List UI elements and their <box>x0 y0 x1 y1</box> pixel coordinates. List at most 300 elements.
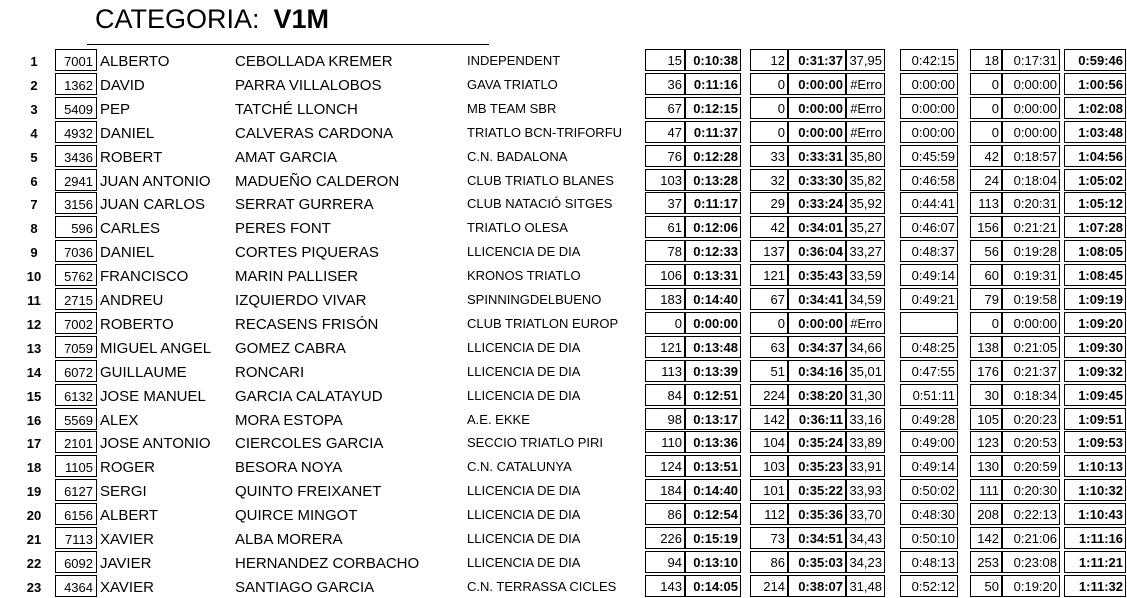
result-tt: 0:00:00 <box>900 121 958 143</box>
result-tn: 0:10:38 <box>685 49 741 71</box>
first-name: CARLES <box>100 220 161 237</box>
result-vb: 34,43 <box>846 527 885 549</box>
bib-number: 7002 <box>64 317 93 332</box>
result-tt: 0:46:07 <box>900 216 958 238</box>
result-vb: 37,95 <box>846 49 885 71</box>
title-underline <box>87 44 489 45</box>
result-tc: 0:20:30 <box>1002 479 1060 501</box>
result-tc: 0:23:08 <box>1002 551 1060 573</box>
club-name: SPINNINGDELBUENO <box>467 292 602 307</box>
result-pc: 113 <box>970 192 1002 214</box>
result-tn: 0:12:06 <box>685 216 741 238</box>
position-number: 23 <box>26 580 42 595</box>
bib-number: 3436 <box>64 150 93 165</box>
position-number: 22 <box>26 556 42 571</box>
result-pc: 138 <box>970 336 1002 358</box>
position-number: 11 <box>27 293 41 308</box>
result-total: 1:09:51 <box>1064 408 1126 430</box>
result-pn: 36 <box>645 73 685 95</box>
table-row <box>0 120 1127 144</box>
bib-number: 7113 <box>65 532 93 547</box>
position-number: 2 <box>30 78 38 93</box>
bib-number: 5569 <box>64 413 93 428</box>
result-tb: 0:35:23 <box>788 455 846 477</box>
first-name: SERGI <box>100 483 147 500</box>
result-pn: 113 <box>645 360 685 382</box>
result-vb: 33,27 <box>846 240 885 262</box>
position-number: 15 <box>26 389 42 404</box>
result-tc: 0:18:04 <box>1002 169 1060 191</box>
club-name: LLICENCIA DE DIA <box>467 340 581 355</box>
result-pn: 84 <box>645 384 685 406</box>
result-pc: 42 <box>970 145 1002 167</box>
result-pn: 110 <box>645 431 685 453</box>
result-vb: #Erro <box>846 97 885 119</box>
result-tb: 0:34:16 <box>788 360 846 382</box>
result-tc: 0:20:59 <box>1002 455 1060 477</box>
result-pn: 76 <box>645 145 685 167</box>
result-pn: 94 <box>645 551 685 573</box>
club-name: CLUB NATACIÓ SITGES <box>467 196 613 211</box>
result-total: 1:11:21 <box>1064 551 1126 573</box>
result-total: 1:10:13 <box>1064 455 1126 477</box>
club-name: LLICENCIA DE DIA <box>467 244 581 259</box>
result-pb: 224 <box>750 384 788 406</box>
result-tn: 0:11:16 <box>685 73 741 95</box>
result-tt: 0:52:12 <box>900 575 958 597</box>
bib-number: 5409 <box>64 102 93 117</box>
last-name: TATCHÉ LLONCH <box>235 101 358 118</box>
table-row <box>0 48 1127 72</box>
result-pb: 12 <box>750 49 788 71</box>
result-pb: 67 <box>750 288 788 310</box>
result-tc: 0:18:34 <box>1002 384 1060 406</box>
result-pc: 60 <box>970 264 1002 286</box>
position-number: 1 <box>30 54 38 69</box>
result-total: 0:59:46 <box>1064 49 1126 71</box>
bib-number: 6156 <box>64 508 93 523</box>
last-name: PARRA VILLALOBOS <box>235 77 382 94</box>
last-name: MORA ESTOPA <box>235 412 343 429</box>
category-label: CATEGORIA: <box>95 4 260 34</box>
result-tc: 0:19:20 <box>1002 575 1060 597</box>
result-pn: 67 <box>645 97 685 119</box>
first-name: GUILLAUME <box>100 364 187 381</box>
bib-number: 4932 <box>64 126 93 141</box>
position-number: 14 <box>26 365 42 380</box>
last-name: HERNANDEZ CORBACHO <box>235 555 420 572</box>
result-pc: 56 <box>970 240 1002 262</box>
result-pn: 226 <box>645 527 685 549</box>
result-pc: 111 <box>970 479 1002 501</box>
result-tc: 0:20:53 <box>1002 431 1060 453</box>
bib-number: 1362 <box>64 78 93 93</box>
result-pn: 124 <box>645 455 685 477</box>
bib-number: 2941 <box>64 174 93 189</box>
result-tt: 0:48:25 <box>900 336 958 358</box>
position-number: 3 <box>30 102 38 117</box>
first-name: MIGUEL ANGEL <box>100 340 212 357</box>
result-vb: 33,70 <box>846 503 885 525</box>
table-row <box>0 407 1127 431</box>
result-vb: 33,91 <box>846 455 885 477</box>
first-name: JUAN ANTONIO <box>100 173 211 190</box>
result-vb: 35,01 <box>846 360 885 382</box>
result-tt: 0:42:15 <box>900 49 958 71</box>
result-tt: 0:51:11 <box>900 384 958 406</box>
result-pc: 123 <box>970 431 1002 453</box>
category-code: V1M <box>273 4 330 34</box>
table-row <box>0 191 1127 215</box>
result-tn: 0:12:33 <box>685 240 741 262</box>
last-name: CIERCOLES GARCIA <box>235 435 384 452</box>
table-row <box>0 144 1127 168</box>
result-pb: 0 <box>750 97 788 119</box>
result-total: 1:11:32 <box>1064 575 1126 597</box>
result-tc: 0:21:06 <box>1002 527 1060 549</box>
result-pb: 32 <box>750 169 788 191</box>
club-name: GAVA TRIATLO <box>467 77 558 92</box>
result-pb: 112 <box>750 503 788 525</box>
result-vb: 33,93 <box>846 479 885 501</box>
result-total: 1:09:45 <box>1064 384 1126 406</box>
position-number: 13 <box>26 341 42 356</box>
table-row <box>0 454 1127 478</box>
result-total: 1:08:45 <box>1064 264 1126 286</box>
result-tc: 0:00:00 <box>1002 73 1060 95</box>
result-total: 1:10:43 <box>1064 503 1126 525</box>
club-name: LLICENCIA DE DIA <box>467 483 581 498</box>
result-tn: 0:15:19 <box>685 527 741 549</box>
first-name: JOSE MANUEL <box>100 388 206 405</box>
result-pb: 101 <box>750 479 788 501</box>
result-total: 1:04:56 <box>1064 145 1126 167</box>
result-tn: 0:13:17 <box>685 408 741 430</box>
result-pc: 30 <box>970 384 1002 406</box>
position-number: 18 <box>26 460 42 475</box>
result-pc: 156 <box>970 216 1002 238</box>
first-name: ROBERTO <box>100 316 174 333</box>
result-tb: 0:33:31 <box>788 145 846 167</box>
first-name: JAVIER <box>100 555 152 572</box>
club-name: INDEPENDENT <box>467 53 561 68</box>
club-name: CLUB TRIATLON EUROP <box>467 316 619 331</box>
result-tb: 0:36:11 <box>788 408 846 430</box>
result-tn: 0:12:54 <box>685 503 741 525</box>
result-pb: 73 <box>750 527 788 549</box>
result-tc: 0:21:21 <box>1002 216 1060 238</box>
result-tn: 0:12:28 <box>685 145 741 167</box>
result-tt: 0:49:28 <box>900 408 958 430</box>
result-pc: 105 <box>970 408 1002 430</box>
first-name: ROBERT <box>100 149 163 166</box>
table-row <box>0 239 1127 263</box>
table-row <box>0 96 1127 120</box>
first-name: DANIEL <box>100 244 155 261</box>
result-tn: 0:14:40 <box>685 288 741 310</box>
result-tb: 0:00:00 <box>788 97 846 119</box>
club-name: C.N. BADALONA <box>467 149 568 164</box>
result-pn: 184 <box>645 479 685 501</box>
result-pc: 0 <box>970 121 1002 143</box>
result-vb: #Erro <box>846 121 885 143</box>
bib-number: 2715 <box>64 293 93 308</box>
result-tn: 0:11:17 <box>685 192 741 214</box>
result-vb: 35,92 <box>846 192 885 214</box>
first-name: ALBERTO <box>100 53 170 70</box>
result-tn: 0:12:15 <box>685 97 741 119</box>
last-name: MARIN PALLISER <box>235 268 359 285</box>
table-row <box>0 168 1127 192</box>
table-row <box>0 478 1127 502</box>
position-number: 19 <box>26 484 42 499</box>
result-tc: 0:20:31 <box>1002 192 1060 214</box>
result-total: 1:10:32 <box>1064 479 1126 501</box>
table-row <box>0 335 1127 359</box>
result-total: 1:09:20 <box>1064 312 1126 334</box>
result-tb: 0:35:03 <box>788 551 846 573</box>
last-name: GOMEZ CABRA <box>235 340 346 357</box>
position-number: 12 <box>26 317 42 332</box>
bib-number: 5762 <box>64 269 93 284</box>
table-row <box>0 215 1127 239</box>
position-number: 6 <box>30 174 38 189</box>
result-tt: 0:49:14 <box>900 264 958 286</box>
first-name: ALBERT <box>100 507 159 524</box>
last-name: CEBOLLADA KREMER <box>235 53 393 70</box>
first-name: JUAN CARLOS <box>100 196 206 213</box>
result-tb: 0:00:00 <box>788 121 846 143</box>
result-vb: 35,27 <box>846 216 885 238</box>
result-tt: 0:45:59 <box>900 145 958 167</box>
club-name: MB TEAM SBR <box>467 101 557 116</box>
result-pn: 47 <box>645 121 685 143</box>
result-tt: 0:48:30 <box>900 503 958 525</box>
result-tn: 0:13:28 <box>685 169 741 191</box>
result-tt: 0:48:13 <box>900 551 958 573</box>
result-vb: 34,59 <box>846 288 885 310</box>
result-pc: 79 <box>970 288 1002 310</box>
result-pn: 98 <box>645 408 685 430</box>
result-tt: 0:49:14 <box>900 455 958 477</box>
result-pb: 137 <box>750 240 788 262</box>
result-tb: 0:00:00 <box>788 73 846 95</box>
result-pn: 183 <box>645 288 685 310</box>
last-name: IZQUIERDO VIVAR <box>235 292 367 309</box>
result-pn: 0 <box>645 312 685 334</box>
last-name: MADUEÑO CALDERON <box>235 173 400 190</box>
result-tt: 0:49:21 <box>900 288 958 310</box>
table-row <box>0 430 1127 454</box>
bib-number: 6132 <box>64 389 93 404</box>
club-name: C.N. CATALUNYA <box>467 459 572 474</box>
table-row <box>0 526 1127 550</box>
result-tc: 0:00:00 <box>1002 312 1060 334</box>
result-tb: 0:34:41 <box>788 288 846 310</box>
result-pn: 103 <box>645 169 685 191</box>
result-vb: 31,48 <box>846 575 885 597</box>
result-vb: #Erro <box>846 312 885 334</box>
club-name: TRIATLO OLESA <box>467 220 568 235</box>
first-name: FRANCISCO <box>100 268 189 285</box>
first-name: DAVID <box>100 77 145 94</box>
position-number: 20 <box>26 508 42 523</box>
result-pb: 29 <box>750 192 788 214</box>
club-name: LLICENCIA DE DIA <box>467 507 581 522</box>
result-tb: 0:35:36 <box>788 503 846 525</box>
table-row <box>0 550 1127 574</box>
result-pn: 15 <box>645 49 685 71</box>
club-name: LLICENCIA DE DIA <box>467 531 581 546</box>
result-tt: 0:49:00 <box>900 431 958 453</box>
result-tb: 0:00:00 <box>788 312 846 334</box>
club-name: LLICENCIA DE DIA <box>467 555 581 570</box>
result-pb: 0 <box>750 73 788 95</box>
last-name: SERRAT GURRERA <box>235 196 374 213</box>
result-total: 1:09:32 <box>1064 360 1126 382</box>
bib-number: 7001 <box>64 54 93 69</box>
result-total: 1:09:19 <box>1064 288 1126 310</box>
result-tc: 0:21:05 <box>1002 336 1060 358</box>
result-vb: 33,89 <box>846 431 885 453</box>
first-name: DANIEL <box>100 125 155 142</box>
position-number: 10 <box>26 269 42 284</box>
result-total: 1:02:08 <box>1064 97 1126 119</box>
result-tt <box>900 312 958 334</box>
result-tn: 0:13:48 <box>685 336 741 358</box>
position-number: 9 <box>30 245 38 260</box>
result-pc: 0 <box>970 73 1002 95</box>
first-name: ALEX <box>100 412 139 429</box>
result-vb: 34,23 <box>846 551 885 573</box>
result-total: 1:09:53 <box>1064 431 1126 453</box>
bib-number: 6072 <box>64 365 93 380</box>
result-pc: 50 <box>970 575 1002 597</box>
club-name: C.N. TERRASSA CICLES <box>467 579 617 594</box>
club-name: KRONOS TRIATLO <box>467 268 581 283</box>
result-tn: 0:13:31 <box>685 264 741 286</box>
result-tn: 0:11:37 <box>685 121 741 143</box>
result-total: 1:08:05 <box>1064 240 1126 262</box>
result-tc: 0:22:13 <box>1002 503 1060 525</box>
result-total: 1:11:16 <box>1064 527 1126 549</box>
result-pc: 0 <box>970 97 1002 119</box>
first-name: JOSE ANTONIO <box>100 435 211 452</box>
result-tt: 0:44:41 <box>900 192 958 214</box>
table-row <box>0 359 1127 383</box>
table-row <box>0 263 1127 287</box>
last-name: CALVERAS CARDONA <box>235 125 394 142</box>
bib-number: 6092 <box>64 556 93 571</box>
result-pb: 121 <box>750 264 788 286</box>
position-number: 5 <box>30 150 38 165</box>
result-pb: 0 <box>750 121 788 143</box>
result-tn: 0:12:51 <box>685 384 741 406</box>
table-row <box>0 383 1127 407</box>
result-vb: 31,30 <box>846 384 885 406</box>
result-pn: 37 <box>645 192 685 214</box>
last-name: AMAT GARCIA <box>235 149 337 166</box>
result-pc: 208 <box>970 503 1002 525</box>
position-number: 21 <box>26 532 42 547</box>
table-row <box>0 72 1127 96</box>
last-name: BESORA NOYA <box>235 459 343 476</box>
last-name: SANTIAGO GARCIA <box>235 579 375 596</box>
result-pc: 18 <box>970 49 1002 71</box>
result-pc: 24 <box>970 169 1002 191</box>
result-tb: 0:35:22 <box>788 479 846 501</box>
last-name: ALBA MORERA <box>235 531 343 548</box>
result-tc: 0:00:00 <box>1002 97 1060 119</box>
result-tb: 0:35:43 <box>788 264 846 286</box>
result-vb: #Erro <box>846 73 885 95</box>
result-tb: 0:38:20 <box>788 384 846 406</box>
result-tb: 0:38:07 <box>788 575 846 597</box>
result-total: 1:05:02 <box>1064 169 1126 191</box>
result-tb: 0:35:24 <box>788 431 846 453</box>
result-pn: 106 <box>645 264 685 286</box>
first-name: ANDREU <box>100 292 164 309</box>
bib-number: 7036 <box>64 245 93 260</box>
club-name: LLICENCIA DE DIA <box>467 388 581 403</box>
result-pb: 42 <box>750 216 788 238</box>
result-tt: 0:00:00 <box>900 97 958 119</box>
result-vb: 33,59 <box>846 264 885 286</box>
result-tn: 0:14:05 <box>685 575 741 597</box>
last-name: RONCARI <box>235 364 305 381</box>
result-tc: 0:18:57 <box>1002 145 1060 167</box>
result-tb: 0:34:37 <box>788 336 846 358</box>
result-pb: 63 <box>750 336 788 358</box>
result-tn: 0:13:39 <box>685 360 741 382</box>
table-row <box>0 574 1127 598</box>
result-tc: 0:19:28 <box>1002 240 1060 262</box>
result-pb: 51 <box>750 360 788 382</box>
result-tt: 0:50:02 <box>900 479 958 501</box>
bib-number: 6127 <box>64 484 93 499</box>
result-tb: 0:36:04 <box>788 240 846 262</box>
result-pb: 86 <box>750 551 788 573</box>
position-number: 16 <box>26 413 42 428</box>
result-pb: 0 <box>750 312 788 334</box>
result-pn: 78 <box>645 240 685 262</box>
result-pb: 104 <box>750 431 788 453</box>
table-row <box>0 311 1127 335</box>
result-tb: 0:33:24 <box>788 192 846 214</box>
result-pb: 33 <box>750 145 788 167</box>
result-tn: 0:14:40 <box>685 479 741 501</box>
first-name: PEP <box>100 101 131 118</box>
result-tb: 0:31:37 <box>788 49 846 71</box>
result-vb: 35,82 <box>846 169 885 191</box>
result-pb: 142 <box>750 408 788 430</box>
first-name: XAVIER <box>100 531 154 548</box>
club-name: LLICENCIA DE DIA <box>467 364 581 379</box>
result-vb: 35,80 <box>846 145 885 167</box>
result-tn: 0:13:51 <box>685 455 741 477</box>
result-tt: 0:00:00 <box>900 73 958 95</box>
result-tb: 0:34:01 <box>788 216 846 238</box>
club-name: A.E. EKKE <box>467 412 530 427</box>
bib-number: 3156 <box>64 197 93 212</box>
result-total: 1:00:56 <box>1064 73 1126 95</box>
position-number: 4 <box>30 126 38 141</box>
result-pc: 253 <box>970 551 1002 573</box>
result-pc: 142 <box>970 527 1002 549</box>
last-name: RECASENS FRISÓN <box>235 316 379 333</box>
result-tc: 0:17:31 <box>1002 49 1060 71</box>
last-name: GARCIA CALATAYUD <box>235 388 383 405</box>
